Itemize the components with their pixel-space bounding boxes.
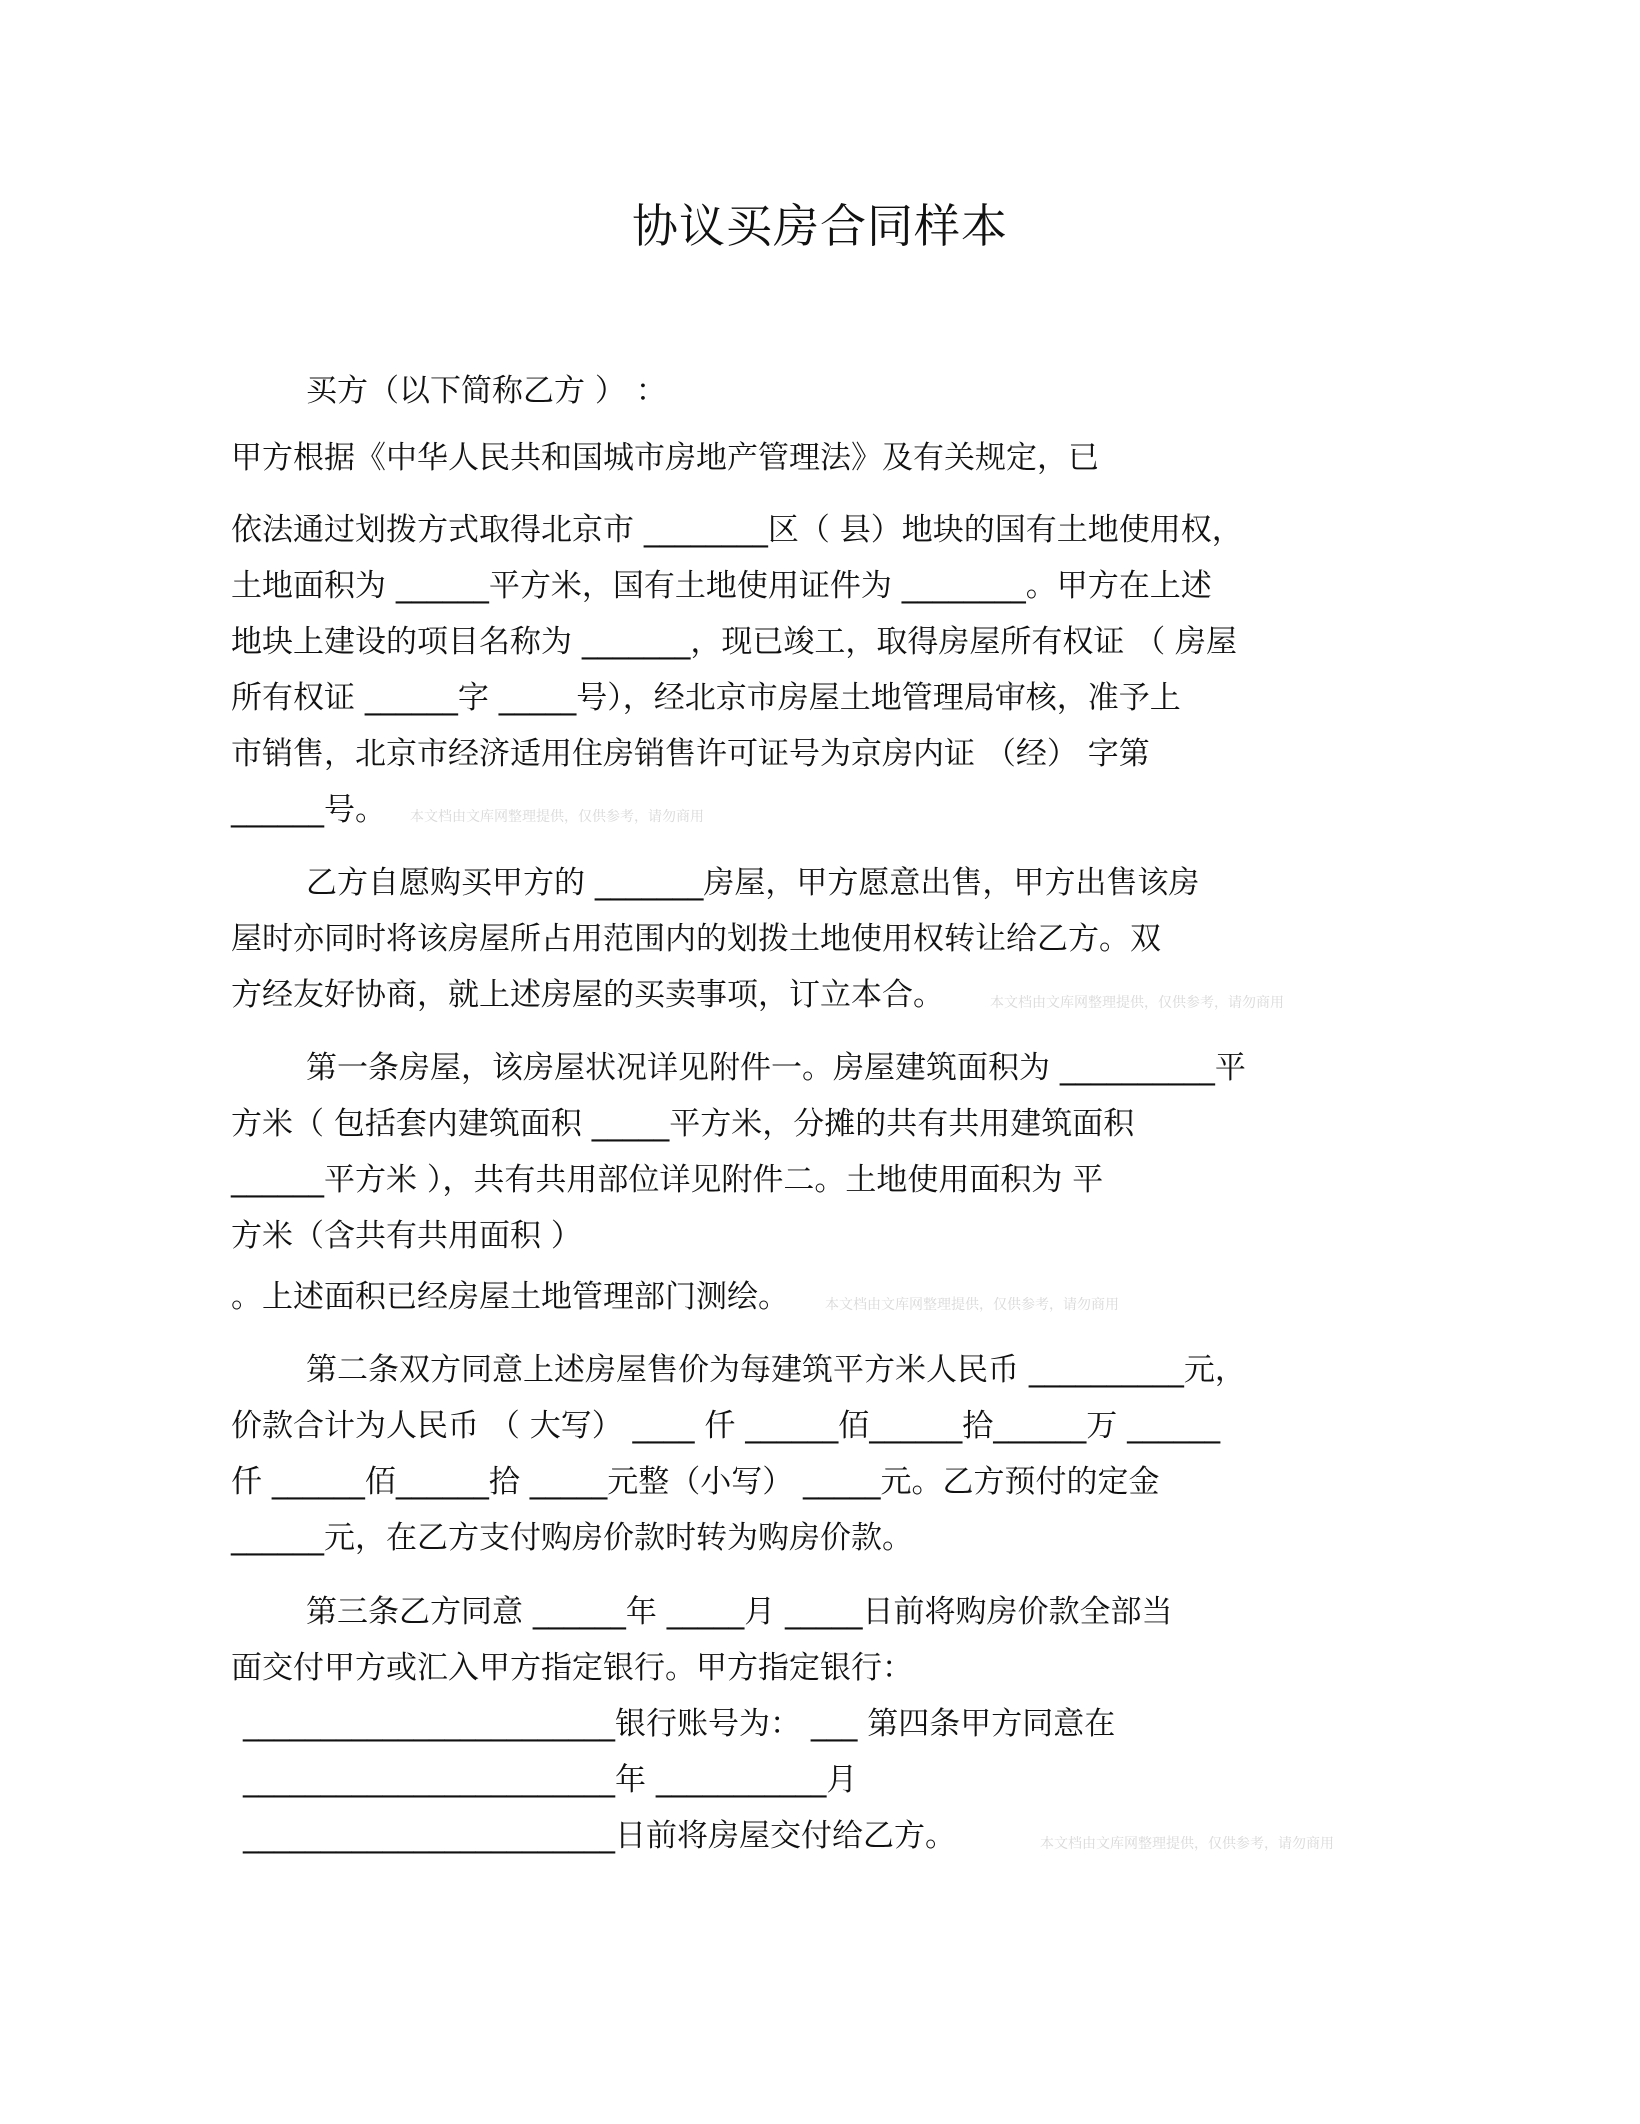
text-line: 所有权证 ______字 _____号），经北京市房屋土地管理局审核，准予上 [231, 680, 1181, 716]
text-line: 方经友好协商，就上述房屋的买卖事项，订立本合。 [231, 977, 944, 1013]
text-line: 土地面积为 ______平方米，国有土地使用证件为 ________。甲方在上述 [231, 568, 1212, 604]
faint-mark: 本文档由文库网整理提供，仅供参考，请勿商用 [825, 1297, 1119, 1313]
text-line: 依法通过划拨方式取得北京市 ________区（ 县）地块的国有土地使用权， [231, 512, 1243, 548]
text-line: ________________________年 ___________月 [243, 1762, 858, 1798]
text-line: 。上述面积已经房屋土地管理部门测绘。 [231, 1279, 789, 1315]
text-line: 甲方根据《中华人民共和国城市房地产管理法》及有关规定，已 [231, 440, 1099, 476]
text-line: 地块上建设的项目名称为 _______，现已竣工，取得房屋所有权证 （ 房屋 [231, 624, 1238, 660]
text-line: 屋时亦同时将该房屋所占用范围内的划拨土地使用权转让给乙方。双 [231, 921, 1161, 957]
document-title: 协议买房合同样本 [632, 199, 1008, 253]
text-line: ______元，在乙方支付购房价款时转为购房价款。 [231, 1520, 913, 1556]
text-line: 仟 ______佰______拾 _____元整（小写） _____元。乙方预付的定金 [231, 1464, 1160, 1500]
faint-mark: 本文档由文库网整理提供，仅供参考，请勿商用 [1040, 1836, 1334, 1852]
text-line: 方米（含共有共用面积 ） [231, 1218, 582, 1254]
text-line: 面交付甲方或汇入甲方指定银行。甲方指定银行： [231, 1650, 913, 1686]
faint-mark: 本文档由文库网整理提供，仅供参考，请勿商用 [990, 995, 1284, 1011]
faint-mark: 本文档由文库网整理提供，仅供参考，请勿商用 [410, 809, 704, 825]
text-line: ______号。 [231, 792, 386, 828]
text-line: ________________________日前将房屋交付给乙方。 [243, 1818, 956, 1854]
text-line: 价款合计为人民币 （ 大写） ____ 仟 ______佰______拾______万 ______ [231, 1408, 1221, 1444]
text-line: ______平方米 ），共有共用部位详见附件二。土地使用面积为 平 [231, 1162, 1104, 1198]
text-line: 第一条房屋，该房屋状况详见附件一。房屋建筑面积为 __________平 [306, 1050, 1246, 1086]
text-line: 乙方自愿购买甲方的 _______房屋，甲方愿意出售，甲方出售该房 [306, 865, 1200, 901]
text-line: 买方（以下简称乙方 ） ： [306, 373, 667, 409]
text-line: 第三条乙方同意 ______年 _____月 _____日前将购房价款全部当 [306, 1594, 1173, 1630]
text-line: 第二条双方同意上述房屋售价为每建筑平方米人民币 __________元， [306, 1352, 1246, 1388]
text-line: ________________________银行账号为： ___ 第四条甲方同意在 [243, 1706, 1116, 1742]
text-line: 市销售，北京市经济适用住房销售许可证号为京房内证 （经） 字第 [231, 736, 1150, 772]
text-line: 方米（ 包括套内建筑面积 _____平方米，分摊的共有共用建筑面积 [231, 1106, 1135, 1142]
